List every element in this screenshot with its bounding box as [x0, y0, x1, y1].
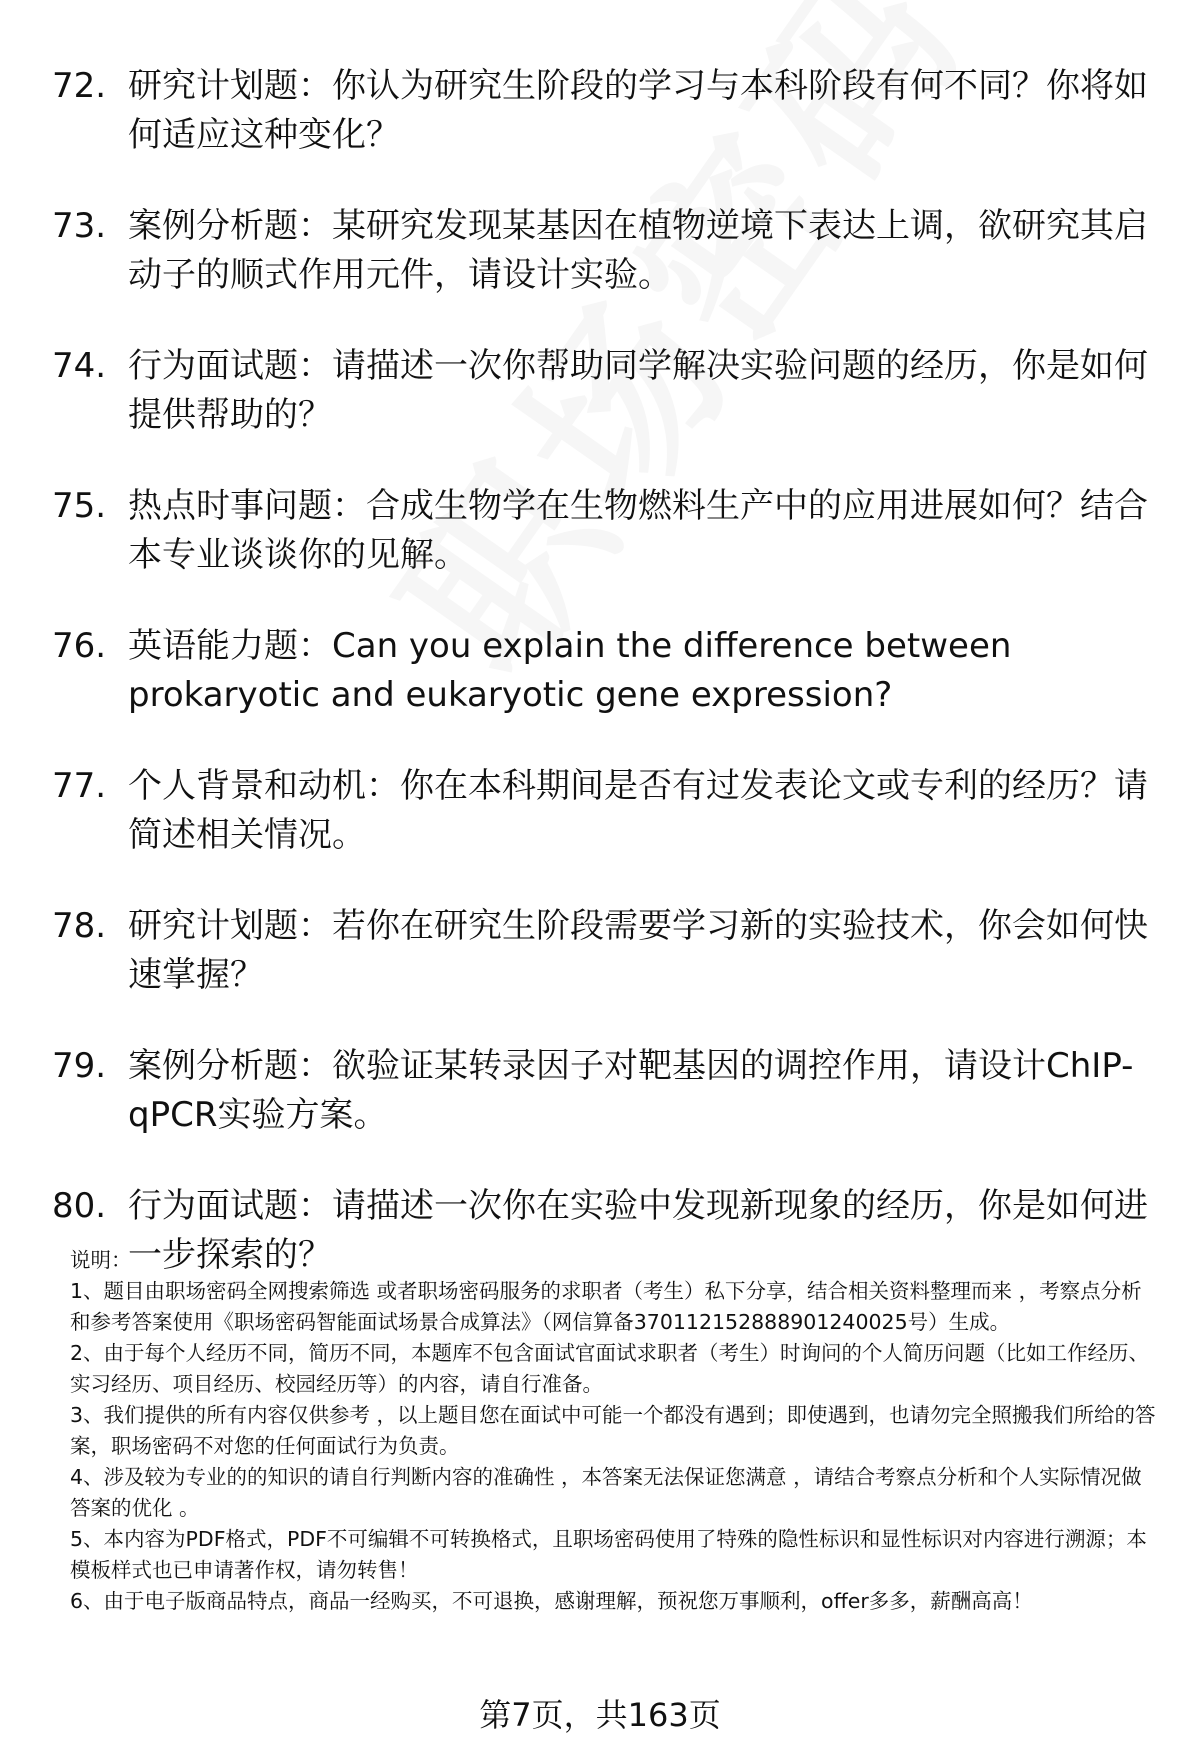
question-text: 热点时事问题：合成生物学在生物燃料生产中的应用进展如何？结合本专业谈谈你的见解。: [128, 486, 1148, 575]
question-item: [52, 1042, 1162, 1140]
note-item: 2、由于每个人经历不同，简历不同，本题库不包含面试官面试求职者（考生）时询问的个人简历问题（比如工作经历、实习经历、项目经历、校园经历等）的内容，请自行准备。: [70, 1341, 1150, 1396]
question-item: [52, 202, 1162, 300]
question-text: 研究计划题：若你在研究生阶段需要学习新的实验技术，你会如何快速掌握？: [128, 906, 1148, 995]
question-item: [52, 482, 1162, 580]
question-item: [52, 902, 1162, 1000]
page-footer: 第7页，共163页: [479, 1696, 721, 1734]
note-item: 1、题目由职场密码全网搜索筛选 或者职场密码服务的求职者（考生）私下分享，结合相关资料整理而来 ，考察点分析和参考答案使用《职场密码智能面试场景合成算法》（网信算备370112152888901240025号）生成。: [70, 1279, 1142, 1334]
note-item: 6、由于电子版商品特点，商品一经购买，不可退换，感谢理解，预祝您万事顺利，offer多多，薪酬高高！: [70, 1589, 1033, 1613]
question-number: 75.: [52, 486, 107, 526]
question-list: [52, 62, 1162, 1322]
notes-heading: 说明：: [70, 1248, 132, 1272]
question-number: 72.: [52, 66, 107, 106]
question-text: 行为面试题：请描述一次你帮助同学解决实验问题的经历，你是如何提供帮助的？: [128, 346, 1148, 435]
question-text: 个人背景和动机：你在本科期间是否有过发表论文或专利的经历？请简述相关情况。: [128, 766, 1148, 855]
question-text: 英语能力题：Can you explain the difference between prokaryotic and eukaryotic gene expression?: [128, 626, 1012, 715]
question-number: 76.: [52, 626, 107, 666]
question-number: 80.: [52, 1186, 107, 1226]
question-item: [52, 622, 1162, 720]
note-item: 5、本内容为PDF格式，PDF不可编辑不可转换格式，且职场密码使用了特殊的隐性标识和显性标识对内容进行溯源；本模板样式也已申请著作权，请勿转售！: [70, 1527, 1147, 1582]
question-item: [52, 762, 1162, 860]
question-number: 74.: [52, 346, 107, 386]
question-number: 78.: [52, 906, 107, 946]
note-item: 4、涉及较为专业的的知识的请自行判断内容的准确性 ，本答案无法保证您满意 ，请结合考察点分析和个人实际情况做答案的优化 。: [70, 1465, 1142, 1520]
question-item: [52, 342, 1162, 440]
question-item: [52, 62, 1162, 160]
question-text: 研究计划题：你认为研究生阶段的学习与本科阶段有何不同？你将如何适应这种变化？: [128, 66, 1148, 155]
question-text: 案例分析题：某研究发现某基因在植物逆境下表达上调，欲研究其启动子的顺式作用元件，请设计实验。: [128, 206, 1148, 295]
notes-section: [70, 1245, 1160, 1617]
question-text: 案例分析题：欲验证某转录因子对靶基因的调控作用，请设计ChIP-qPCR实验方案。: [128, 1046, 1134, 1135]
question-number: 77.: [52, 766, 107, 806]
question-text: 行为面试题：请描述一次你在实验中发现新现象的经历，你是如何进一步探索的？: [128, 1186, 1148, 1275]
question-number: 73.: [52, 206, 107, 246]
note-item: 3、我们提供的所有内容仅供参考 ，以上题目您在面试中可能一个都没有遇到；即使遇到，也请勿完全照搬我们所给的答案，职场密码不对您的任何面试行为负责。: [70, 1403, 1156, 1458]
question-number: 79.: [52, 1046, 107, 1086]
